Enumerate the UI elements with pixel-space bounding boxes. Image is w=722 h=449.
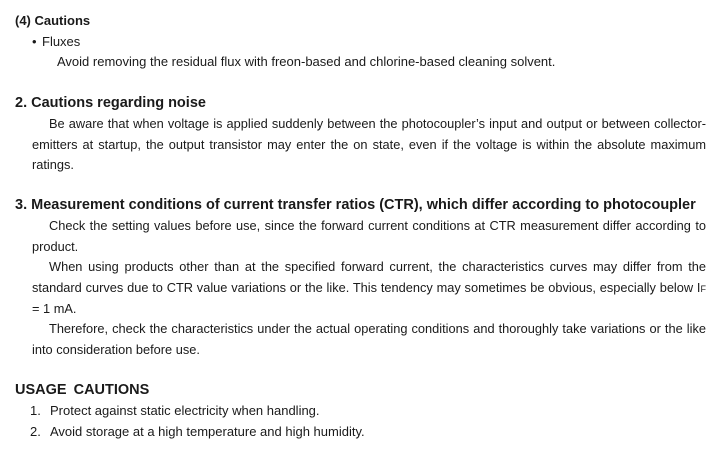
bullet-glyph: • [32, 34, 37, 49]
flux-bullet-item [32, 34, 80, 50]
bullet-label: Fluxes [42, 34, 81, 49]
list-item-number: 2. [30, 424, 41, 439]
list-item [30, 402, 365, 423]
forward-current-subscript: F [700, 283, 706, 294]
ctr-paragraph-1: Check the setting values before use, since the forward current conditions at CTR measurement differ according to product. [32, 218, 706, 254]
flux-text: Avoid removing the residual flux with freon-based and chlorine-based cleaning solvent. [57, 54, 556, 69]
noise-section-paragraph: Be aware that when voltage is applied suddenly between the photocoupler’s input and output or between collector-emitters at startup, the output transistor may enter the on state, even if the voltage is within the absolute maximum ratings. [32, 116, 706, 172]
ctr-paragraph-2-main: When using products other than at the specified forward current, the characteristics curves may differ from the standard curves due to CTR value variations or the like. This tendency may sometimes be obvious, especially below I [32, 259, 706, 295]
ctr-paragraph-3: Therefore, check the characteristics under the actual operating conditions and thoroughly take variations or the like into consideration before use. [32, 321, 706, 357]
list-item-text: Protect against static electricity when handling. [50, 403, 320, 418]
usage-cautions-list [30, 402, 365, 444]
list-item [30, 423, 365, 444]
list-item-number: 1. [30, 403, 41, 418]
list-item-text: Avoid storage at a high temperature and high humidity. [50, 424, 365, 439]
ctr-paragraph-2-tail: = 1 mA. [32, 301, 77, 316]
ctr-section-heading: 3. Measurement conditions of current transfer ratios (CTR), which differ according to photocoupler [15, 197, 696, 213]
section-4-heading: (4) Cautions [15, 13, 91, 28]
usage-cautions-heading: USAGE CAUTIONS [15, 382, 150, 398]
noise-section-heading: 2. Cautions regarding noise [15, 95, 206, 111]
ctr-paragraph-2 [32, 257, 706, 320]
